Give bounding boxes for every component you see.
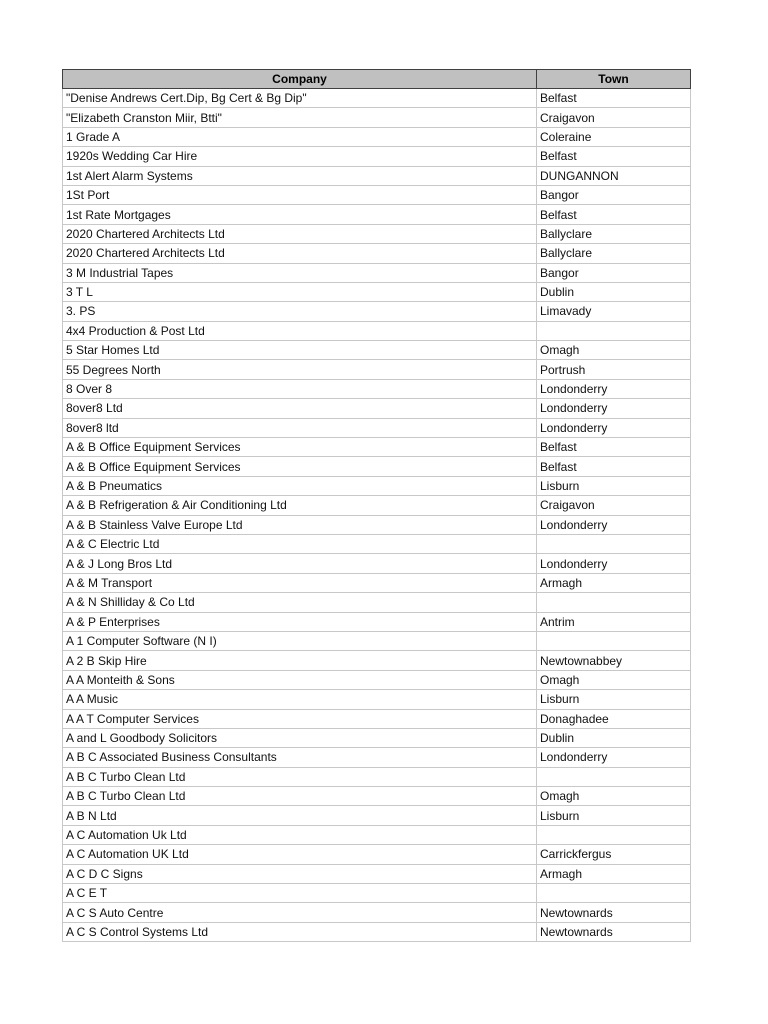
- table-row: [63, 282, 691, 301]
- table-row: [63, 690, 691, 709]
- table-row: [63, 806, 691, 825]
- column-header-town: Town: [537, 70, 691, 89]
- company-cell: A & B Refrigeration & Air Conditioning Ltd: [63, 496, 537, 515]
- town-cell: Craigavon: [537, 496, 691, 515]
- town-cell: Newtownards: [537, 903, 691, 922]
- company-cell: A C S Auto Centre: [63, 903, 537, 922]
- company-cell: A & J Long Bros Ltd: [63, 554, 537, 573]
- table-row: [63, 476, 691, 495]
- town-cell: Antrim: [537, 612, 691, 631]
- town-cell: Armagh: [537, 864, 691, 883]
- table-row: [63, 244, 691, 263]
- town-cell: Newtownards: [537, 922, 691, 941]
- company-cell: A & N Shilliday & Co Ltd: [63, 593, 537, 612]
- table-row: [63, 89, 691, 108]
- table-row: [63, 612, 691, 631]
- table-body: [63, 89, 691, 942]
- town-cell: [537, 321, 691, 340]
- town-cell: Coleraine: [537, 127, 691, 146]
- table-row: [63, 438, 691, 457]
- company-cell: A & C Electric Ltd: [63, 534, 537, 553]
- company-cell: A & B Stainless Valve Europe Ltd: [63, 515, 537, 534]
- company-cell: "Denise Andrews Cert.Dip, Bg Cert & Bg Dip": [63, 89, 537, 108]
- town-cell: Dublin: [537, 728, 691, 747]
- company-cell: 1st Alert Alarm Systems: [63, 166, 537, 185]
- town-cell: Londonderry: [537, 399, 691, 418]
- company-cell: A C Automation Uk Ltd: [63, 825, 537, 844]
- company-cell: 1st Rate Mortgages: [63, 205, 537, 224]
- table-row: [63, 496, 691, 515]
- town-cell: Portrush: [537, 360, 691, 379]
- table-row: [63, 379, 691, 398]
- table-row: [63, 651, 691, 670]
- table-row: [63, 573, 691, 592]
- company-cell: A B C Turbo Clean Ltd: [63, 767, 537, 786]
- company-cell: 8 Over 8: [63, 379, 537, 398]
- town-cell: Armagh: [537, 573, 691, 592]
- company-cell: 4x4 Production & Post Ltd: [63, 321, 537, 340]
- town-cell: Ballyclare: [537, 224, 691, 243]
- table-row: [63, 864, 691, 883]
- table-row: [63, 321, 691, 340]
- company-cell: A and L Goodbody Solicitors: [63, 728, 537, 747]
- table-row: [63, 631, 691, 650]
- company-cell: A B C Turbo Clean Ltd: [63, 787, 537, 806]
- town-cell: [537, 534, 691, 553]
- table-row: [63, 205, 691, 224]
- town-cell: [537, 631, 691, 650]
- town-cell: Dublin: [537, 282, 691, 301]
- town-cell: Bangor: [537, 185, 691, 204]
- town-cell: Belfast: [537, 457, 691, 476]
- table-row: [63, 166, 691, 185]
- table-row: [63, 360, 691, 379]
- town-cell: [537, 593, 691, 612]
- town-cell: Belfast: [537, 205, 691, 224]
- table-row: [63, 748, 691, 767]
- table-row: [63, 593, 691, 612]
- town-cell: Donaghadee: [537, 709, 691, 728]
- company-cell: A A Music: [63, 690, 537, 709]
- town-cell: Londonderry: [537, 748, 691, 767]
- town-cell: Belfast: [537, 89, 691, 108]
- company-cell: A C D C Signs: [63, 864, 537, 883]
- company-cell: A C S Control Systems Ltd: [63, 922, 537, 941]
- town-cell: Omagh: [537, 787, 691, 806]
- town-cell: Carrickfergus: [537, 845, 691, 864]
- table-row: [63, 457, 691, 476]
- town-cell: Londonderry: [537, 379, 691, 398]
- town-cell: Londonderry: [537, 515, 691, 534]
- town-cell: Lisburn: [537, 476, 691, 495]
- table-row: [63, 787, 691, 806]
- header-row: [63, 70, 691, 89]
- table-row: [63, 185, 691, 204]
- company-cell: 55 Degrees North: [63, 360, 537, 379]
- company-cell: "Elizabeth Cranston Miir, Btti": [63, 108, 537, 127]
- company-cell: 5 Star Homes Ltd: [63, 341, 537, 360]
- company-cell: 3 T L: [63, 282, 537, 301]
- town-cell: Limavady: [537, 302, 691, 321]
- table-row: [63, 903, 691, 922]
- town-cell: Lisburn: [537, 690, 691, 709]
- table-row: [63, 108, 691, 127]
- table-row: [63, 922, 691, 941]
- table-row: [63, 224, 691, 243]
- table-row: [63, 534, 691, 553]
- company-cell: A C Automation UK Ltd: [63, 845, 537, 864]
- company-cell: 1St Port: [63, 185, 537, 204]
- company-cell: A & M Transport: [63, 573, 537, 592]
- company-cell: 3 M Industrial Tapes: [63, 263, 537, 282]
- town-cell: [537, 884, 691, 903]
- company-town-table: [62, 69, 691, 942]
- company-cell: 8over8 Ltd: [63, 399, 537, 418]
- town-cell: DUNGANNON: [537, 166, 691, 185]
- town-cell: Belfast: [537, 438, 691, 457]
- table-row: [63, 728, 691, 747]
- town-cell: [537, 767, 691, 786]
- table-row: [63, 127, 691, 146]
- company-cell: A & B Office Equipment Services: [63, 438, 537, 457]
- company-cell: A & P Enterprises: [63, 612, 537, 631]
- company-cell: 2020 Chartered Architects Ltd: [63, 224, 537, 243]
- column-header-company: Company: [63, 70, 537, 89]
- table-row: [63, 709, 691, 728]
- company-cell: 3. PS: [63, 302, 537, 321]
- town-cell: Londonderry: [537, 554, 691, 573]
- company-cell: A B C Associated Business Consultants: [63, 748, 537, 767]
- town-cell: Craigavon: [537, 108, 691, 127]
- company-cell: A A T Computer Services: [63, 709, 537, 728]
- town-cell: Lisburn: [537, 806, 691, 825]
- company-cell: 1 Grade A: [63, 127, 537, 146]
- town-cell: Bangor: [537, 263, 691, 282]
- table-row: [63, 147, 691, 166]
- town-cell: Omagh: [537, 670, 691, 689]
- company-cell: A & B Office Equipment Services: [63, 457, 537, 476]
- town-cell: [537, 825, 691, 844]
- table-row: [63, 302, 691, 321]
- company-cell: 8over8 ltd: [63, 418, 537, 437]
- town-cell: Ballyclare: [537, 244, 691, 263]
- company-cell: A & B Pneumatics: [63, 476, 537, 495]
- town-cell: Londonderry: [537, 418, 691, 437]
- table-row: [63, 767, 691, 786]
- table-row: [63, 554, 691, 573]
- table-row: [63, 341, 691, 360]
- table-row: [63, 884, 691, 903]
- table-row: [63, 263, 691, 282]
- table-row: [63, 825, 691, 844]
- town-cell: Newtownabbey: [537, 651, 691, 670]
- company-cell: 1920s Wedding Car Hire: [63, 147, 537, 166]
- table-row: [63, 399, 691, 418]
- town-cell: Omagh: [537, 341, 691, 360]
- company-cell: A C E T: [63, 884, 537, 903]
- company-cell: A 2 B Skip Hire: [63, 651, 537, 670]
- table-row: [63, 515, 691, 534]
- table-row: [63, 670, 691, 689]
- town-cell: Belfast: [537, 147, 691, 166]
- table-row: [63, 845, 691, 864]
- company-cell: 2020 Chartered Architects Ltd: [63, 244, 537, 263]
- company-cell: A 1 Computer Software (N I): [63, 631, 537, 650]
- company-cell: A A Monteith & Sons: [63, 670, 537, 689]
- company-cell: A B N Ltd: [63, 806, 537, 825]
- table-row: [63, 418, 691, 437]
